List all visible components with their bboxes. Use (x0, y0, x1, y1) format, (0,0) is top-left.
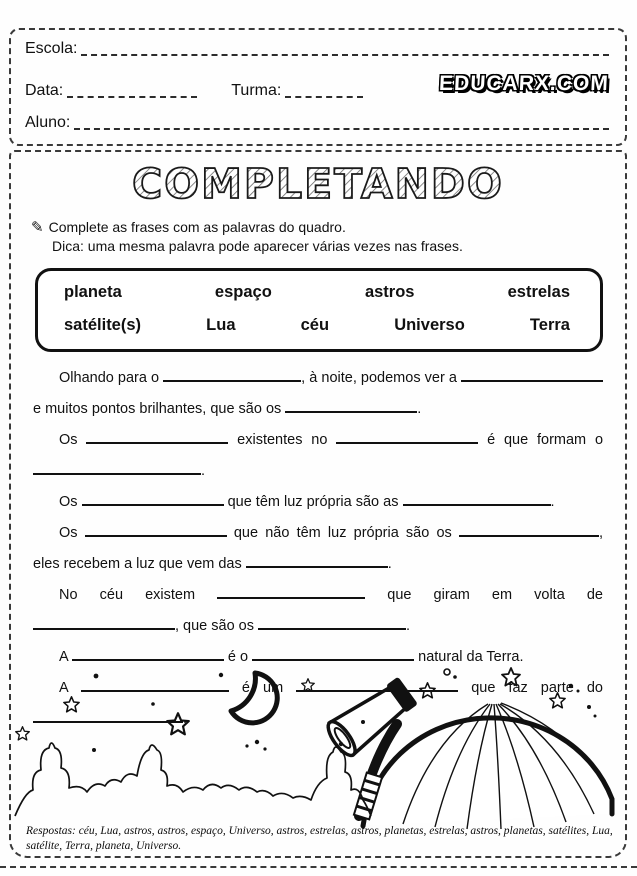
sentence: Olhando para o , à noite, podemos ver a e muitos pontos brilhantes, que são os . (33, 363, 603, 425)
word-box (35, 268, 603, 352)
header-box (9, 28, 627, 146)
sentence: No céu existem que giram em volta de , que são os . (33, 580, 603, 642)
pencil-icon: ✎ (31, 218, 44, 236)
sentence: A é um que faz parte do . (33, 673, 603, 735)
word-row-2 (64, 316, 570, 335)
word-chip: planeta (64, 283, 122, 302)
class-write-line[interactable] (285, 92, 363, 98)
answer-blank[interactable] (217, 587, 365, 599)
word-chip: espaço (214, 283, 272, 302)
date-write-line[interactable] (67, 92, 197, 98)
answer-blank[interactable] (252, 649, 414, 661)
date-class-row (25, 72, 609, 100)
student-label: Aluno: (25, 114, 71, 131)
answer-blank[interactable] (403, 494, 551, 506)
answer-blank[interactable] (86, 432, 228, 444)
instructions (31, 217, 625, 256)
main-box (9, 150, 627, 858)
answer-blank[interactable] (246, 556, 388, 568)
answer-blank[interactable] (461, 370, 603, 382)
title-art (83, 158, 553, 208)
instruction-text-1: Complete as frases com as palavras do quadro. (48, 219, 346, 235)
answer-blank[interactable] (72, 649, 224, 661)
sentence: A é o natural da Terra. (59, 649, 524, 666)
class-label: Turma: (231, 82, 282, 99)
answer-blank[interactable] (296, 680, 458, 692)
bushes-icon (15, 743, 371, 816)
title-wrap (11, 158, 625, 213)
answer-blank[interactable] (285, 401, 417, 413)
answer-blank[interactable] (33, 618, 175, 630)
answer-blank[interactable] (81, 680, 229, 692)
answer-blank[interactable] (33, 711, 183, 723)
page-title: COMPLETANDO (132, 160, 504, 208)
school-write-line[interactable] (81, 50, 609, 56)
word-chip: céu (300, 316, 330, 335)
student-write-line[interactable] (74, 124, 609, 130)
answer-blank[interactable] (33, 463, 201, 475)
word-chip: estrelas (507, 283, 570, 302)
instruction-line-1 (31, 217, 625, 237)
answer-blank[interactable] (459, 525, 599, 537)
date-label: Data: (25, 82, 64, 99)
school-row (25, 40, 609, 58)
answer-blank[interactable] (82, 494, 224, 506)
sentence: Os que não têm luz própria são os , eles recebem a luz que vem das . (33, 525, 603, 573)
word-chip: satélite(s) (64, 316, 142, 335)
word-row-1 (64, 283, 570, 302)
instruction-line-2: Dica: uma mesma palavra pode aparecer várias vezes nas frases. (52, 238, 463, 255)
educarx-logo: EDUCARX.COM (438, 72, 610, 95)
sentences (33, 363, 603, 735)
word-chip: Universo (394, 316, 465, 335)
word-chip: Lua (206, 316, 236, 335)
answer-blank[interactable] (336, 432, 478, 444)
sentence: Os que têm luz própria são as . (59, 494, 555, 511)
sentence: Os existentes no é que formam o . (33, 425, 603, 487)
school-label: Escola: (25, 40, 78, 57)
page-bottom-border (0, 866, 637, 868)
student-row (25, 114, 609, 132)
answer-blank[interactable] (163, 370, 301, 382)
answer-key: Respostas: céu, Lua, astros, astros, espaço, Universo, astros, estrelas, astros, planetas, estrelas, astros, planetas, satélites, Lua, satélite, Terra, planeta, Universo. (26, 825, 613, 852)
answer-blank[interactable] (258, 618, 406, 630)
answer-blank[interactable] (85, 525, 227, 537)
word-chip: Terra (529, 316, 570, 335)
word-chip: astros (364, 283, 415, 302)
